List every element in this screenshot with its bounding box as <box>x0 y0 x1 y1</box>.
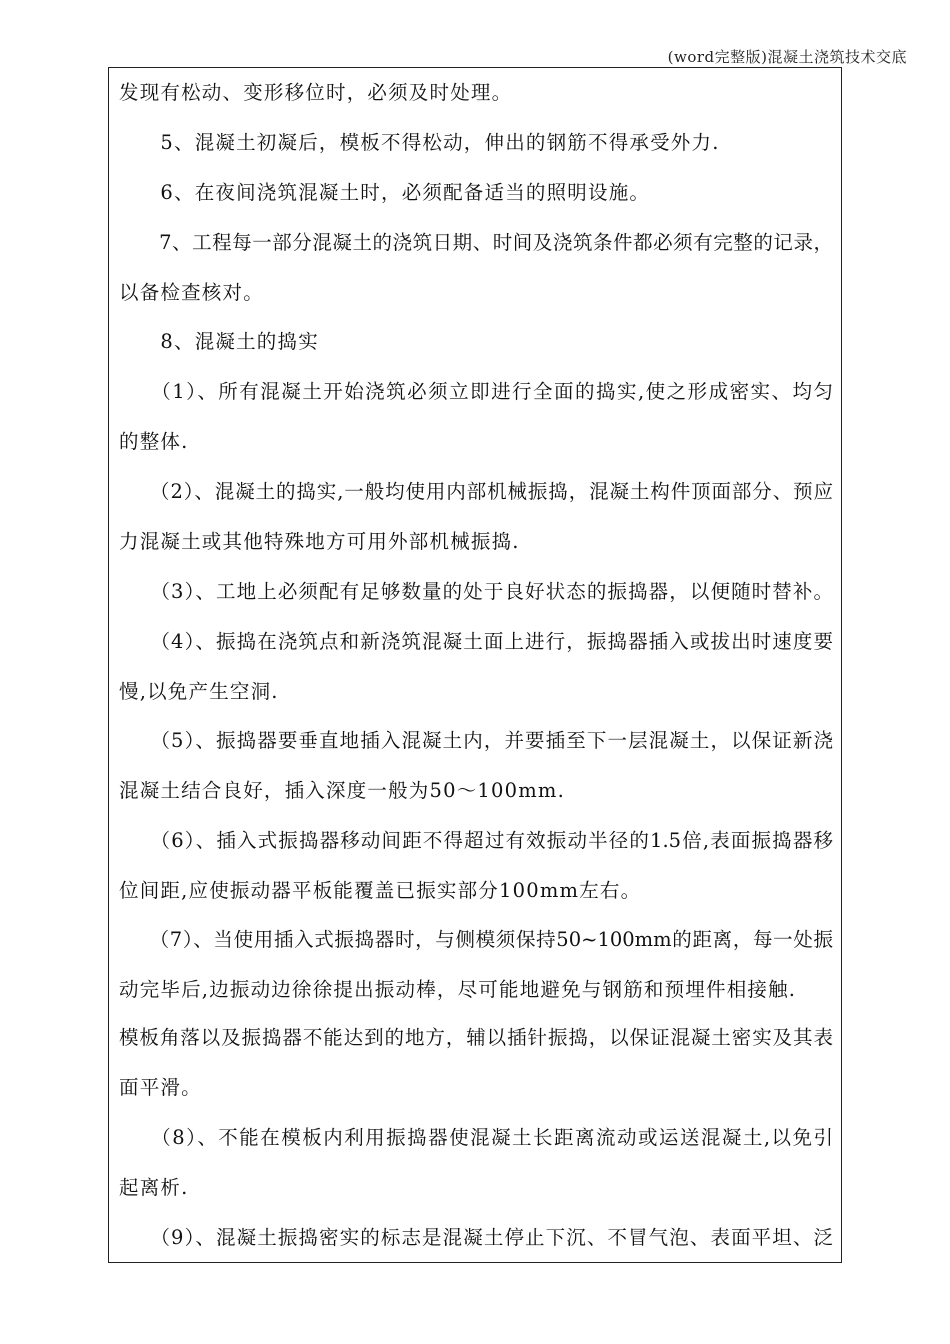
text-line: 的整体. <box>119 430 189 453</box>
text-line: （1）、所有混凝土开始浇筑必须立即进行全面的捣实,使之形成密实、均匀 <box>119 380 833 403</box>
text-line: 模板角落以及振捣器不能达到的地方，辅以插针振捣，以保证混凝土密实及其表 <box>119 1026 833 1049</box>
text-line: 5、混凝土初凝后，模板不得松动，伸出的钢筋不得承受外力. <box>119 131 720 154</box>
text-line: （3）、工地上必须配有足够数量的处于良好状态的振捣器，以便随时替补。 <box>119 580 833 603</box>
text-line: 6、在夜间浇筑混凝土时，必须配备适当的照明设施。 <box>119 181 651 204</box>
text-line: 8、混凝土的捣实 <box>119 330 319 353</box>
text-line: 以备检查核对。 <box>119 281 264 304</box>
text-line: （9）、混凝土振捣密实的标志是混凝土停止下沉、不冒气泡、表面平坦、泛 <box>119 1226 833 1249</box>
text-line: 面平滑。 <box>119 1076 202 1099</box>
text-line: 慢,以免产生空洞. <box>119 680 279 703</box>
text-line: 位间距,应使振动器平板能覆盖已振实部分100mm左右。 <box>119 879 642 902</box>
text-line: （5）、振捣器要垂直地插入混凝土内，并要插至下一层混凝土，以保证新浇 <box>119 729 833 752</box>
text-line: 动完毕后,边振动边徐徐提出振动棒，尽可能地避免与钢筋和预埋件相接触. <box>119 978 797 1001</box>
text-line: （2）、混凝土的捣实,一般均使用内部机械振捣，混凝土构件顶面部分、预应 <box>119 480 833 503</box>
page-header-title: (word完整版)混凝土浇筑技术交底 <box>667 48 907 66</box>
text-line: 混凝土结合良好，插入深度一般为50～100mm. <box>119 779 566 802</box>
text-line: 起离析. <box>119 1176 189 1199</box>
content-box <box>108 67 842 1263</box>
text-line: （6）、插入式振捣器移动间距不得超过有效振动半径的1.5倍,表面振捣器移 <box>119 829 833 852</box>
text-line: （7）、当使用插入式振捣器时，与侧模须保持50~100mm的距离，每一处振 <box>119 928 833 951</box>
text-line: （4）、振捣在浇筑点和新浇筑混凝土面上进行，振捣器插入或拔出时速度要 <box>119 630 833 653</box>
text-line: （8）、不能在模板内利用振捣器使混凝土长距离流动或运送混凝土,以免引 <box>119 1126 833 1149</box>
text-line: 力混凝土或其他特殊地方可用外部机械振捣. <box>119 530 520 553</box>
text-line: 发现有松动、变形移位时，必须及时处理。 <box>119 81 513 104</box>
text-line: 7、工程每一部分混凝土的浇筑日期、时间及浇筑条件都必须有完整的记录， <box>119 231 833 254</box>
